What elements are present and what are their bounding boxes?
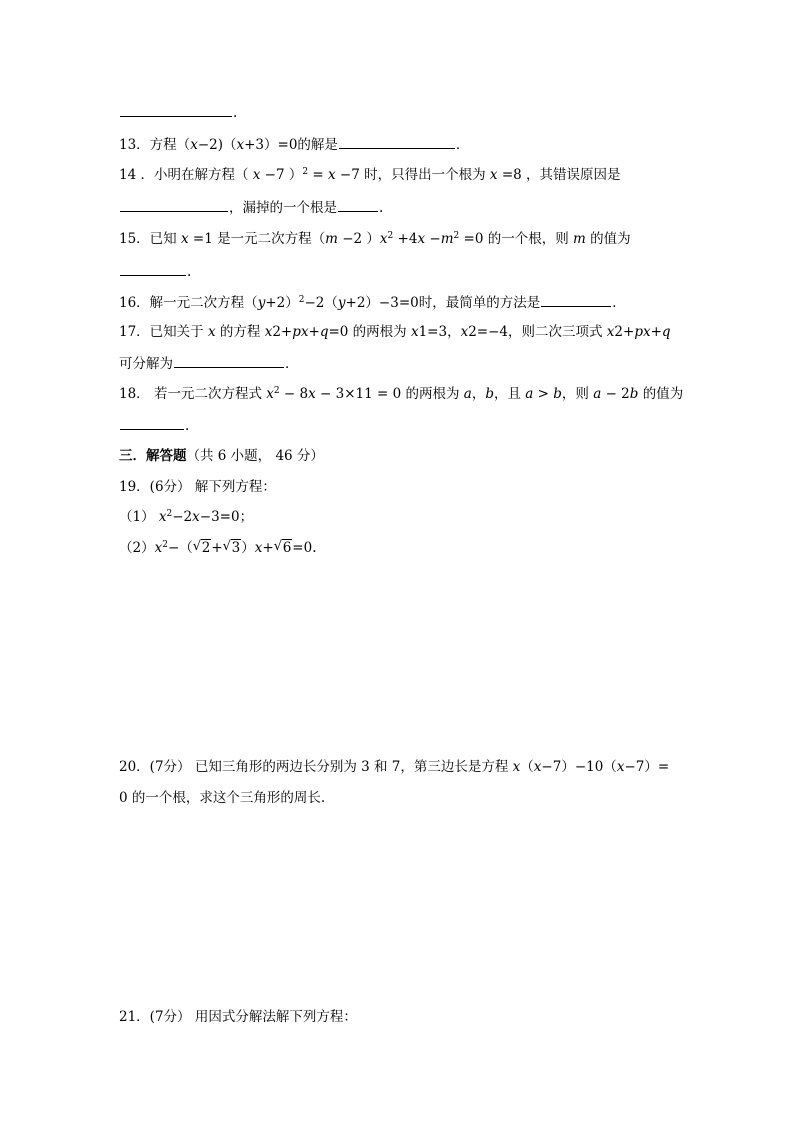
- text-run: x: [158, 509, 167, 525]
- text-run: −2: [172, 509, 193, 525]
- text-run: −7）=: [624, 759, 670, 775]
- text-run: .: [379, 200, 384, 216]
- answer-blank[interactable]: [120, 102, 232, 117]
- text-run: +: [650, 324, 662, 340]
- text-run: 2: [387, 231, 394, 241]
- text-run: =0 的两根为: [328, 324, 411, 340]
- text-run: a: [593, 386, 602, 402]
- text-run: x: [190, 137, 198, 153]
- text-run: 2: [298, 295, 305, 305]
- text-run: −: [425, 231, 441, 247]
- text-run: 13．方程（: [119, 137, 191, 153]
- sqrt-3: [223, 538, 242, 558]
- text-run: a: [463, 386, 472, 402]
- question-21-heading: [119, 1007, 357, 1027]
- text-run: x: [264, 324, 273, 340]
- text-run: 2: [453, 231, 460, 241]
- text-run: 的值为: [638, 386, 684, 402]
- text-run: x: [379, 231, 388, 247]
- text-run: −2 ）: [337, 231, 380, 247]
- answer-blank[interactable]: [120, 415, 184, 430]
- text-run: −7 时，只得出一个根为: [335, 167, 490, 183]
- text-run: 3: [231, 540, 241, 556]
- text-run: x: [180, 231, 189, 247]
- text-run: 2: [166, 509, 173, 519]
- text-run: +2）−3=0时，最简单的方法是: [345, 295, 541, 311]
- text-run: x: [417, 231, 426, 247]
- text-run: −3=0；: [199, 509, 254, 525]
- text-run: +: [262, 540, 274, 556]
- text-run: =8 ，其错误原因是: [497, 167, 621, 183]
- text-run: =1 是一元二次方程（: [188, 231, 326, 247]
- text-run: x: [606, 324, 615, 340]
- text-run: +3）=0的解是: [244, 137, 338, 153]
- text-run: ，则: [561, 386, 594, 402]
- text-run: ，且: [494, 386, 526, 402]
- text-run: =0.: [292, 540, 317, 556]
- text-run: 16．解一元二次方程（: [119, 295, 258, 311]
- question-14-line1: [119, 165, 621, 185]
- question-16: [119, 292, 626, 313]
- text-run: x: [254, 540, 263, 556]
- text-run: b: [553, 386, 562, 402]
- answer-blank[interactable]: [174, 353, 284, 368]
- question-20-line2: [119, 788, 325, 808]
- text-run: 2+: [272, 324, 293, 340]
- text-run: px: [634, 324, 651, 340]
- text-run: m: [325, 231, 338, 247]
- text-run: +: [308, 324, 320, 340]
- text-run: y: [257, 295, 266, 311]
- text-run: 17．已知关于: [119, 324, 208, 340]
- text-run: +2）: [265, 295, 299, 311]
- question-15-line2: [119, 261, 191, 282]
- question-14-line2: [119, 197, 383, 218]
- text-run: x: [308, 386, 316, 402]
- text-run: x: [207, 324, 216, 340]
- text-run: 0 的一个根，求这个三角形的周长.: [119, 790, 326, 806]
- text-run: 的值为: [585, 231, 631, 247]
- text-run: x: [154, 540, 163, 556]
- sqrt-6: [274, 538, 293, 558]
- text-run: 20．(7分） 已知三角形的两边长分别为 3 和 7，第三边长是方程: [119, 759, 513, 775]
- text-run: x: [460, 324, 469, 340]
- text-run: −2（: [304, 295, 338, 311]
- text-run: x: [512, 759, 521, 775]
- text-run: x: [533, 759, 542, 775]
- answer-blank[interactable]: [120, 261, 186, 276]
- text-run: x: [328, 167, 336, 183]
- text-run: 2+: [614, 324, 635, 340]
- text-run: ）: [241, 540, 255, 556]
- text-run: >: [533, 386, 554, 402]
- text-run: （共 6 小题， 46 分）: [186, 448, 324, 464]
- text-run: .: [187, 264, 192, 280]
- text-run: （2）: [119, 540, 155, 556]
- text-run: 三．解答题: [119, 448, 187, 464]
- text-run: − 3×11 = 0 的两根为: [315, 386, 464, 402]
- answer-blank[interactable]: [339, 134, 455, 149]
- text-run: −2)（: [197, 137, 237, 153]
- text-run: 15．已知: [119, 231, 181, 247]
- text-run: q: [661, 324, 671, 340]
- text-run: ．: [285, 356, 299, 372]
- text-run: 6: [282, 540, 292, 556]
- text-run: x: [410, 324, 419, 340]
- sqrt-2: [193, 538, 212, 558]
- text-run: 1=3，: [418, 324, 461, 340]
- text-run: − 2: [601, 386, 630, 402]
- question-18-line1: [119, 384, 683, 404]
- text-run: −7 ）: [260, 167, 303, 183]
- text-run: 的方程: [215, 324, 265, 340]
- text-run: ．: [612, 295, 626, 311]
- text-run: −7）−10（: [541, 759, 617, 775]
- question-13: [119, 134, 469, 155]
- text-run: px: [292, 324, 309, 340]
- text-run: ，漏掉的一个根是: [229, 200, 337, 216]
- text-run: 14 ．小明在解方程（: [119, 167, 253, 183]
- text-run: 19．(6分） 解下列方程：: [119, 479, 276, 495]
- text-run: .: [233, 105, 238, 121]
- text-run: 2: [162, 540, 168, 550]
- text-run: 2=−4，则二次三项式: [468, 324, 607, 340]
- question-19-heading: [119, 477, 276, 497]
- text-run: .: [185, 418, 190, 434]
- text-run: =0 的一个根，则: [459, 231, 574, 247]
- text-run: x: [266, 386, 274, 402]
- text-run: x: [252, 167, 261, 183]
- answer-blank[interactable]: [120, 197, 228, 212]
- question-20-line1: [119, 757, 669, 777]
- text-run: m: [573, 231, 586, 247]
- text-run: （: [520, 759, 534, 775]
- text-run: 21．(7分） 用因式分解法解下列方程：: [119, 1009, 357, 1025]
- text-run: a: [525, 386, 534, 402]
- question-19-part1: [119, 507, 253, 527]
- text-run: 18． 若一元二次方程式: [119, 386, 267, 402]
- question-15-line1: [119, 229, 631, 249]
- text-run: b: [629, 386, 639, 402]
- text-run: +4: [393, 231, 418, 247]
- text-run: −（: [167, 540, 193, 556]
- question-18-line2: [119, 415, 189, 436]
- section-3-heading: [119, 446, 324, 466]
- text-run: 2: [273, 386, 280, 396]
- text-run: m: [440, 231, 454, 247]
- question-17-line2: [119, 353, 299, 374]
- question-17-line1: [119, 322, 671, 342]
- text-run: x: [489, 167, 498, 183]
- prev-answer-line: [119, 102, 237, 123]
- text-run: b: [485, 386, 494, 402]
- question-19-part2: [119, 538, 317, 558]
- text-run: 可分解为: [119, 356, 173, 372]
- answer-blank[interactable]: [541, 292, 611, 307]
- text-run: 2: [302, 167, 309, 177]
- text-run: ．: [455, 137, 470, 153]
- text-run: =: [308, 167, 329, 183]
- text-run: x: [236, 137, 245, 153]
- text-run: − 8: [279, 386, 309, 402]
- text-run: x: [192, 509, 200, 525]
- text-run: x: [616, 759, 625, 775]
- text-run: （1）: [119, 509, 159, 525]
- text-run: 2: [201, 540, 211, 556]
- text-run: q: [319, 324, 329, 340]
- text-run: y: [337, 295, 346, 311]
- text-run: +: [211, 540, 223, 556]
- answer-blank[interactable]: [338, 197, 378, 212]
- text-run: ，: [471, 386, 486, 402]
